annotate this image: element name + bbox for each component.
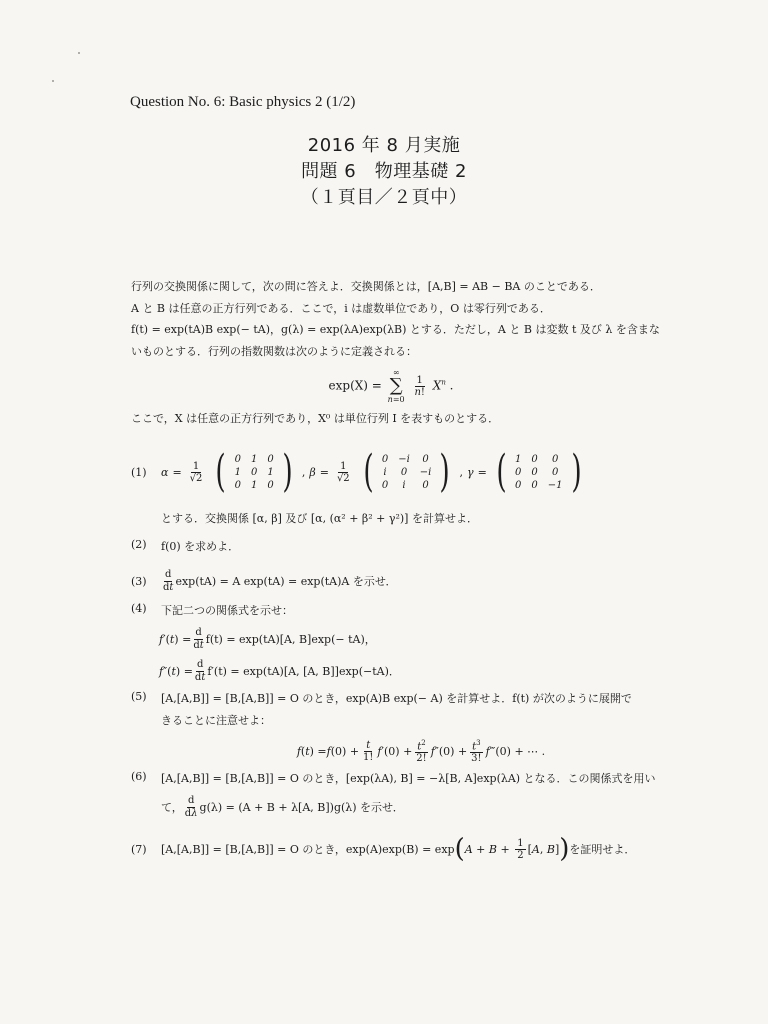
relation-text: f(t) = exp(tA)[A, B]exp(− tA)， [205, 633, 376, 646]
question-number: (5) [131, 690, 147, 703]
question-text: [A,[A,B]] = [B,[A,B]] = O のとき，exp(A)exp(B) = exp [161, 843, 455, 856]
question-tail: を証明せよ． [569, 843, 636, 856]
derivative-operator: $\frac{d}{d\lambda}$ [184, 794, 198, 819]
title-block [0, 133, 768, 211]
question-text: g(λ) = (A + B + λ[A, B])g(λ) を示せ． [199, 801, 404, 814]
matrix-definitions: α = $\frac{1}{√2}$ ( 0 1 0 1 0 1 0 1 0 ) , β = $\frac{1}{√2}$ ( 0 −i 0 i 0 −i 0 i 0 ) , γ = ( 1 0 0 0 0 0 0 0 −1 ) [161, 450, 587, 494]
exp-definition: exp(X) = ∞ ∑ n=0 $\frac{1}{n!}$ $X^n$ . [328, 368, 454, 404]
question-5-continued: きることに注意せよ： [161, 714, 271, 727]
sum-symbol: ∞ ∑ n=0 [387, 368, 405, 404]
scan-speck [78, 52, 80, 54]
sqrt2-fraction: $\frac{1}{√2}$ [189, 460, 203, 484]
derivative-operator: $\frac{d}{dt}$ [193, 626, 204, 651]
question-header: Question No. 6: Basic physics 2 (1/2) [130, 94, 356, 110]
title-page: （１頁目／２頁中） [300, 187, 468, 208]
question-number: (1) [131, 465, 147, 479]
intro-line: A と B は任意の正方行列である．ここで，i は虚数単位であり，O は零行列である． [131, 301, 551, 315]
intro-line: いものとする．行列の指数関数は次のように定義される： [131, 344, 417, 358]
title-subject: 問題 6 物理基礎 2 [301, 161, 467, 182]
term-fraction: $\frac{t^3}{3!}$ [471, 738, 482, 765]
question-5 [131, 690, 671, 712]
intro-line: f(t) = exp(tA)B exp(− tA)，g(λ) = exp(λA)exp(λB) とする．ただし，A と B は変数 t 及び λ を含まな [131, 323, 660, 336]
question-1 [131, 444, 671, 500]
title-date: 2016 年 8 月実施 [307, 135, 461, 156]
question-number: (4) [131, 602, 147, 615]
q7-exponent: A + B + $\frac{1}{2}$ [ A , B ] [464, 837, 560, 861]
question-7: (7) [A,[A,B]] = [B,[A,B]] = O のとき，exp(A)exp(B) = exp ( A + B + $\frac{1}{2}$ [ A , B ] ) を証明せよ． [131, 834, 636, 864]
intro-line: 行列の交換関係に関して，次の問に答えよ．交換関係とは，[A,B] = AB − BA のことである． [131, 280, 601, 293]
question-6 [131, 770, 671, 792]
question-text: 下記二つの関係式を示せ： [161, 604, 293, 617]
question-3 [131, 568, 671, 594]
relation-text: f′(t) = exp(tA)[A, [A, B]]exp(−tA)． [207, 665, 400, 678]
question-text: [A,[A,B]] = [B,[A,B]] = O のとき，[exp(λA), B] = −λ[B, A]exp(λA) となる．この関係式を用い [161, 772, 656, 785]
term-fraction: $\frac{t^2}{2!}$ [416, 738, 427, 765]
half-fraction: $\frac{1}{2}$ [517, 837, 524, 861]
scan-speck [52, 80, 54, 82]
q4-relation-1: f ′( t ) = $\frac{d}{dt}$ f(t) = exp(tA)[A, B]exp(− tA)， [159, 626, 376, 651]
factorial-fraction: $\frac{1}{n!}$ [414, 374, 425, 398]
question-list [131, 444, 671, 866]
derivative-operator: $\frac{d}{dt}$ [194, 658, 206, 683]
intro-line: ここで，X は任意の正方行列であり，X⁰ は単位行列 I を表すものとする． [131, 412, 500, 425]
question-6-continued: て， $\frac{d}{d\lambda}$ g(λ) = (A + B + λ[A, B])g(λ) を示せ． [161, 794, 404, 819]
term-fraction: $\frac{t}{1!}$ [363, 739, 374, 763]
question-number: (2) [131, 538, 147, 551]
alpha-matrix: ( 0 1 0 1 0 1 0 1 0 ) [215, 446, 293, 497]
question-number: (7) [131, 842, 147, 856]
question-number: (6) [131, 770, 147, 783]
question-2 [131, 538, 671, 560]
exp-lhs: exp(X) = [328, 378, 382, 393]
question-number: (3) [131, 574, 147, 588]
gamma-matrix: ( 1 0 0 0 0 0 0 0 −1 ) [496, 446, 582, 497]
taylor-expansion: f ( t ) = f (0) + $\frac{t}{1!}$ f ′(0) + $\frac{t^2}{2!}$ f ″(0) + $\frac{t^3}{3!}$ f ‴(0) + ⋯ . [296, 738, 546, 765]
question-text: [A,[A,B]] = [B,[A,B]] = O のとき，exp(A)B exp(− A) を計算せよ．f(t) が次のように展開で [161, 692, 632, 705]
question-text: f(0) を求めよ． [161, 540, 240, 553]
question-4 [131, 602, 671, 624]
beta-matrix: ( 0 −i 0 i 0 −i 0 i 0 ) [363, 446, 451, 497]
sqrt2-fraction: $\frac{1}{√2}$ [336, 460, 350, 484]
derivative-operator: $\frac{d}{dt}$ [163, 568, 174, 593]
question-text: exp(tA) = A exp(tA) = exp(tA)A を示せ． [175, 575, 397, 588]
exp-rhs: X [432, 378, 442, 393]
q4-relation-2: f ″( t ) = $\frac{d}{dt}$ f′(t) = exp(tA)[A, [A, B]]exp(−tA)． [159, 658, 400, 683]
question-1-task: とする．交換関係 [α, β] 及び [α, (α² + β² + γ²)] を計算せよ． [161, 512, 478, 525]
intro-text [131, 276, 660, 430]
